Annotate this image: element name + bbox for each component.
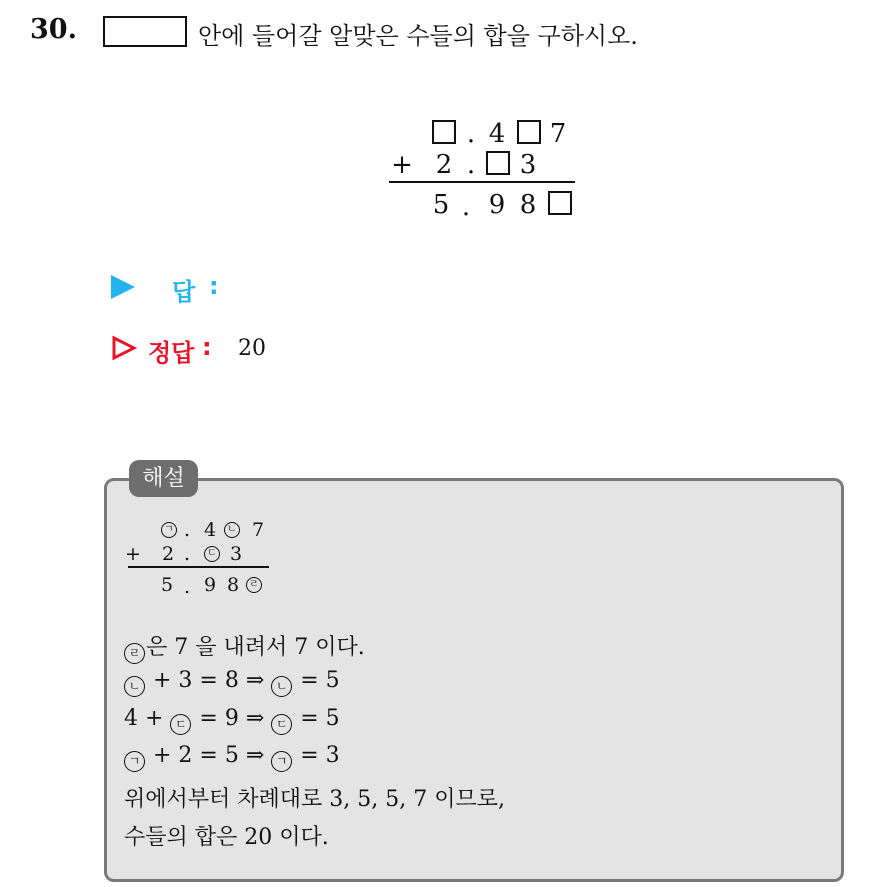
blank-square-thousandths [548,191,572,215]
problem-dot: . [461,192,471,222]
sol-digit: 5 [160,574,174,596]
problem-dot: . [466,150,476,180]
problem-digit: 3 [519,150,537,180]
correct-answer-row [111,333,311,367]
marker-giyeok: ㄱ [161,522,177,538]
line-text: 4 + [124,706,171,731]
correct-answer-colon: : [202,333,212,361]
solution-line-4 [124,743,340,772]
sol-digit: 3 [229,543,243,565]
sol-sum-line [128,566,269,568]
question-number: 30. [30,14,77,45]
sum-line [389,181,575,183]
problem-dot: . [466,119,476,149]
marker-digeut: ㄷ [204,546,220,562]
problem-digit: 4 [488,119,506,149]
marker-giyeok: ㄱ [271,751,292,772]
solution-line-6: 수들의 합은 20 이다. [124,825,329,850]
sol-digit: 7 [251,519,265,541]
marker-nieun: ㄴ [271,676,292,697]
play-icon [111,275,135,299]
blank-square-tenths [486,151,510,175]
line-text: = 5 [293,706,340,731]
solution-tab: 해설 [129,460,198,497]
marker-rieul: ㄹ [246,577,262,593]
correct-answer-label: 정답 [148,339,195,367]
problem-digit: 5 [432,190,450,220]
correct-answer-value: 20 [238,336,266,361]
marker-nieun: ㄴ [124,676,145,697]
line-text: 은 7 을 내려서 7 이다. [146,635,365,660]
line-text: = 3 [293,743,340,768]
question-text: 안에 들어갈 알맞은 수들의 합을 구하시오. [198,22,638,50]
marker-giyeok: ㄱ [124,751,145,772]
sol-plus: + [125,543,141,565]
marker-rieul: ㄹ [124,643,145,664]
problem-digit: 9 [488,190,506,220]
problem-digit: 7 [549,119,567,149]
sol-dot: . [183,543,191,565]
blank-square-ones [432,120,456,144]
sol-digit: 2 [161,543,175,565]
line-text: = 9 ⇒ [192,706,272,731]
blank-box [103,16,187,47]
play-outline-icon [111,335,137,361]
sol-digit: 9 [203,574,217,596]
plus-sign: + [391,150,413,180]
marker-digeut: ㄷ [271,714,292,735]
problem-digit: 8 [519,190,537,220]
blank-square-hundredths [517,120,541,144]
answer-row [111,272,311,306]
line-text: = 5 [293,668,340,693]
sol-digit: 8 [226,574,240,596]
sol-dot: . [183,519,191,541]
line-text: + 2 = 5 ⇒ [146,743,272,768]
solution-line-2 [124,668,340,697]
solution-line-5: 위에서부터 차례대로 3, 5, 5, 7 이므로, [124,787,505,812]
problem-digit: 2 [435,150,453,180]
solution-line-3 [124,706,340,735]
marker-nieun: ㄴ [224,522,240,538]
answer-colon: : [209,272,219,300]
sol-digit: 4 [203,519,217,541]
sol-dot: . [183,576,191,598]
marker-digeut: ㄷ [170,714,191,735]
answer-label: 답 [172,278,196,306]
line-text: + 3 = 8 ⇒ [146,668,272,693]
solution-line-1 [124,630,365,664]
